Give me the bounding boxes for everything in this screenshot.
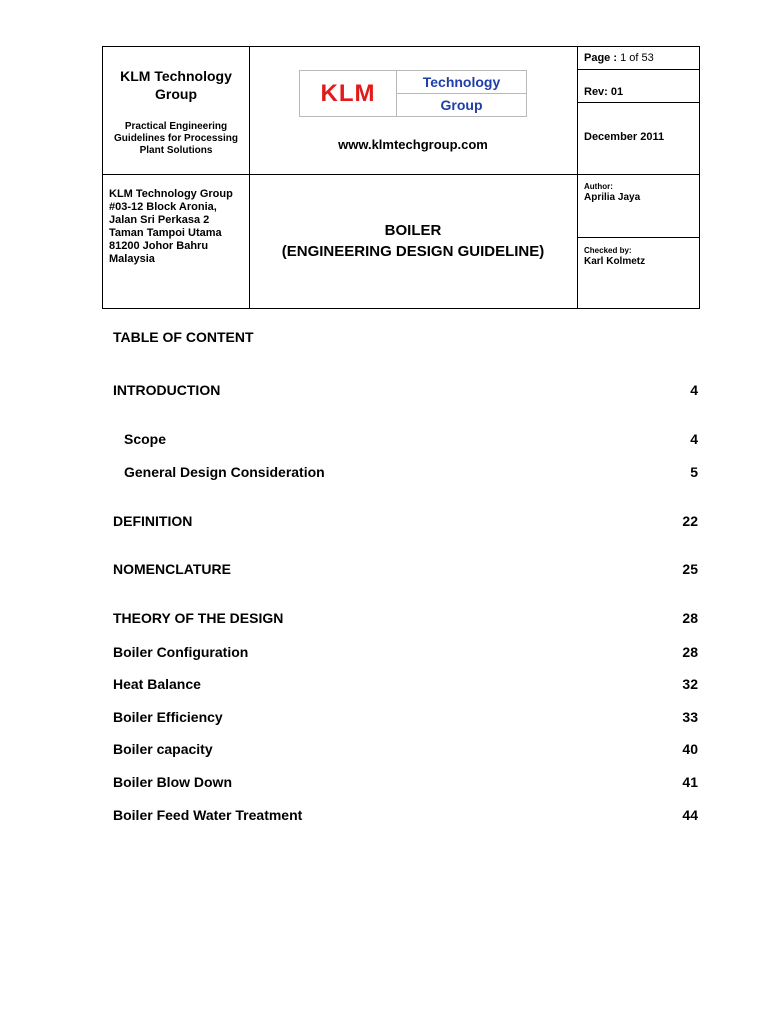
company-name-line: KLM Technology [120,68,232,84]
website-link[interactable]: www.klmtechgroup.com [338,137,488,152]
address-line: Malaysia [109,253,155,265]
revision: Rev: 01 [584,86,624,98]
toc-page: 22 [682,513,698,529]
company-name [103,67,249,103]
tagline-line: Plant Solutions [139,145,213,156]
checked-label: Checked by: [584,246,632,255]
page-number [584,52,654,64]
author-block [584,181,640,203]
toc-title: INTRODUCTION [113,382,221,398]
toc-title: Heat Balance [113,676,201,692]
toc-title: Boiler Feed Water Treatment [113,807,303,823]
logo-technology-text: Technology [397,71,526,94]
header-divider [249,47,250,308]
toc-entry-nomenclature[interactable] [113,561,698,579]
tagline-line: Practical Engineering [124,121,228,132]
company-tagline [103,121,249,157]
toc-page: 28 [682,610,698,626]
address-line: Taman Tampoi Utama [109,227,222,239]
logo-klm-text: KLM [300,71,397,116]
document-header [102,46,700,309]
address-line: 81200 Johor Bahru [109,240,209,252]
toc-title: Scope [124,431,167,447]
logo-group-text: Group [440,97,483,113]
document-title [249,220,577,262]
address-line: Jalan Sri Perkasa 2 [109,214,210,226]
issue-date: December 2011 [584,131,665,143]
header-row-divider [103,174,699,175]
meta-divider [577,69,699,70]
meta-divider [577,237,699,238]
checked-block [584,245,645,267]
author-name: Aprilia Jaya [584,192,641,203]
toc-entry-theory[interactable] [113,610,698,628]
toc-page: 41 [682,774,698,790]
toc-page: 5 [690,464,698,480]
toc-entry-feed-water[interactable] [113,807,698,825]
header-divider [577,47,578,308]
company-name-line: Group [155,86,197,102]
page-label: Page : [584,52,618,64]
toc-page: 4 [690,431,698,447]
toc-title: Boiler Blow Down [113,774,232,790]
toc-title: Boiler Configuration [113,644,249,660]
address-line: #03-12 Block Aronia, [109,201,217,213]
toc-entry-boiler-configuration[interactable] [113,644,698,662]
toc-page: 32 [682,676,698,692]
address-line: KLM Technology Group [109,188,233,200]
toc-entry-boiler-capacity[interactable] [113,741,698,759]
toc-page: 44 [682,807,698,823]
company-address [109,188,249,266]
title-line: (ENGINEERING DESIGN GUIDELINE) [281,243,545,260]
toc-entry-boiler-efficiency[interactable] [113,709,698,727]
toc-entry-general-design[interactable] [113,464,698,482]
klm-logo [299,70,527,117]
toc-title: THEORY OF THE DESIGN [113,610,284,626]
toc-entry-scope[interactable] [113,431,698,449]
toc-page: 25 [682,561,698,577]
author-label: Author: [584,182,613,191]
toc-title: Boiler capacity [113,741,213,757]
toc-page: 33 [682,709,698,725]
toc-title: General Design Consideration [124,464,325,480]
page-value: 1 of 53 [620,52,654,64]
toc-entry-introduction[interactable] [113,382,698,400]
tagline-line: Guidelines for Processing [114,133,238,144]
toc-title: DEFINITION [113,513,193,529]
toc-entry-heat-balance[interactable] [113,676,698,694]
toc-page: 40 [682,741,698,757]
toc-heading: TABLE OF CONTENT [113,329,254,345]
checked-name: Karl Kolmetz [584,256,646,267]
title-line: BOILER [384,222,442,239]
toc-title: Boiler Efficiency [113,709,223,725]
toc-page: 4 [690,382,698,398]
toc-entry-boiler-blow-down[interactable] [113,774,698,792]
toc-entry-definition[interactable] [113,513,698,531]
toc-page: 28 [682,644,698,660]
meta-divider [577,102,699,103]
toc-title: NOMENCLATURE [113,561,231,577]
